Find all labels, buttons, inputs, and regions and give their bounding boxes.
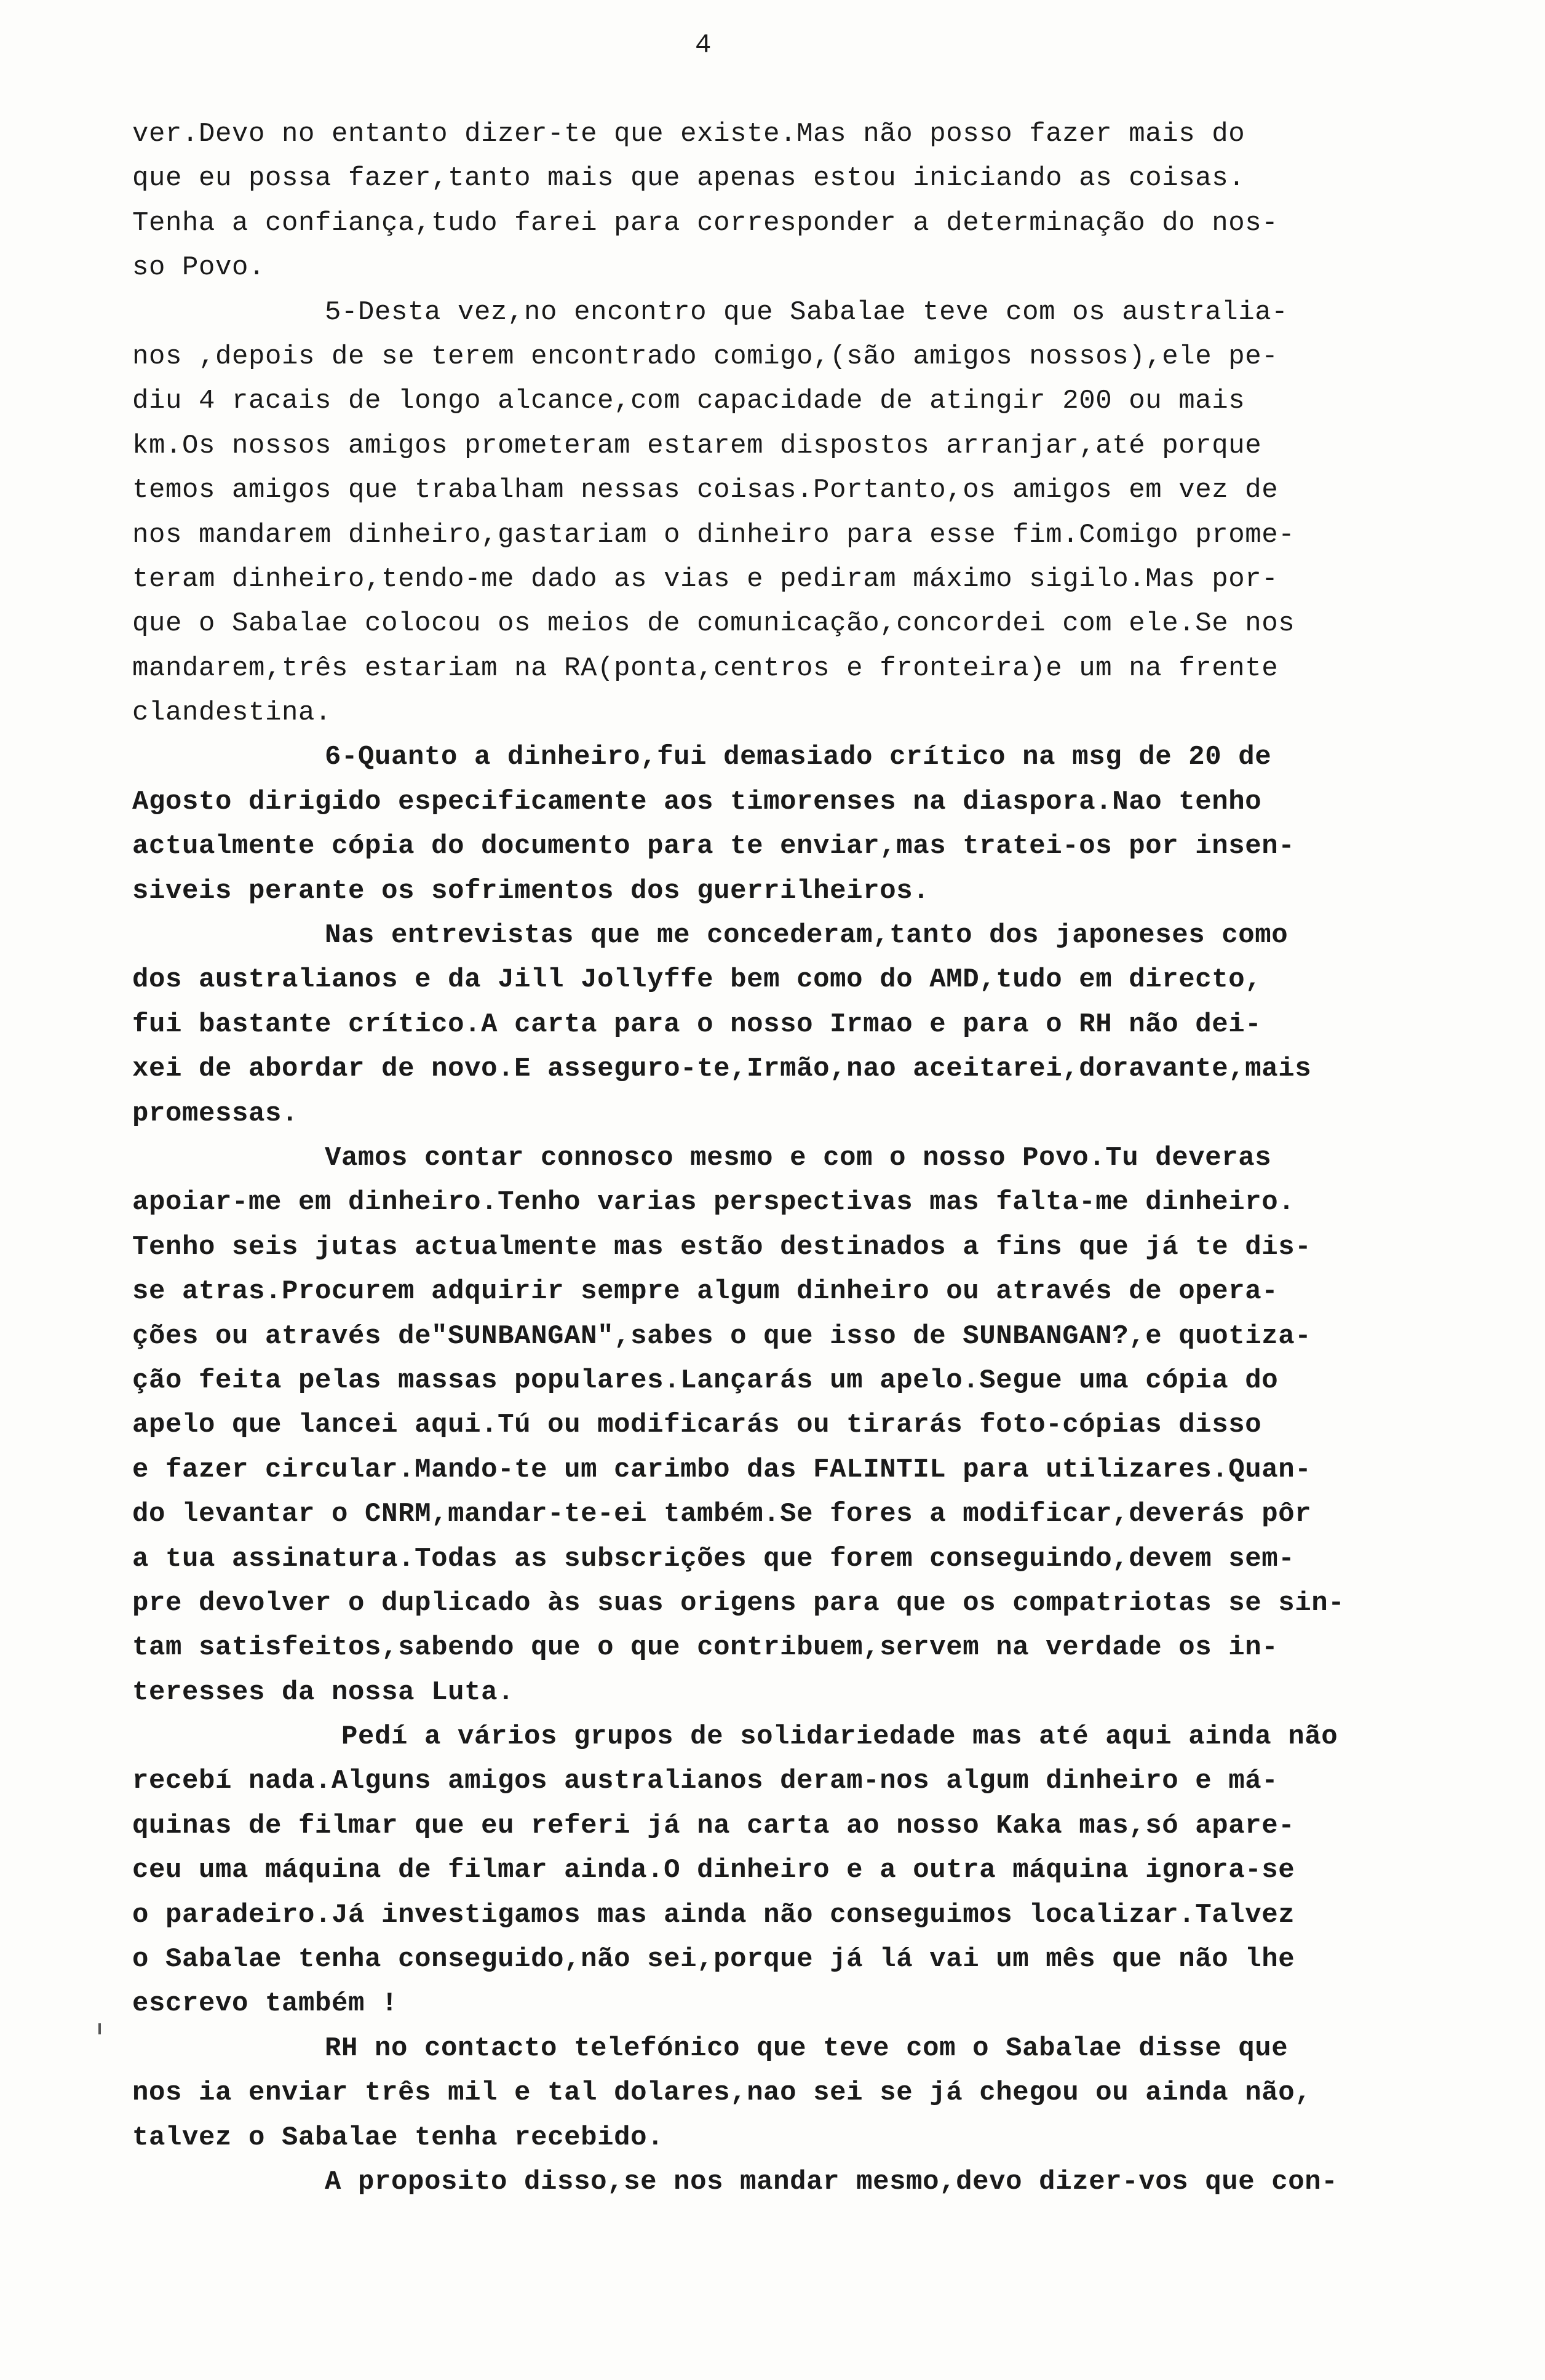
page-number: 4 xyxy=(695,30,712,61)
text-line: quinas de filmar que eu referi já na carta ao nosso Kaka mas,só apare- xyxy=(132,1810,1295,1841)
text-line: so Povo. xyxy=(132,252,266,284)
text-line: temos amigos que trabalham nessas coisas.Portanto,os amigos em vez de xyxy=(132,475,1279,506)
text-line: o Sabalae tenha conseguido,não sei,porque já lá vai um mês que não lhe xyxy=(132,1944,1295,1975)
text-line: clandestina. xyxy=(132,697,332,729)
text-line: ções ou através de"SUNBANGAN",sabes o que isso de SUNBANGAN?,e quotiza- xyxy=(132,1320,1312,1352)
text-line: teram dinheiro,tendo-me dado as vias e pediram máximo sigilo.Mas por- xyxy=(132,563,1279,595)
text-line: mandarem,três estariam na RA(ponta,centros e fronteira)e um na frente xyxy=(132,653,1279,684)
text-line: ção feita pelas massas populares.Lançarás um apelo.Segue uma cópia do xyxy=(132,1365,1279,1396)
text-line: recebí nada.Alguns amigos australianos deram-nos algum dinheiro e má- xyxy=(132,1766,1279,1797)
text-line: Nas entrevistas que me concederam,tanto dos japoneses como xyxy=(325,920,1289,951)
text-line: Vamos contar connosco mesmo e com o nosso Povo.Tu deveras xyxy=(325,1142,1272,1173)
text-line: diu 4 racais de longo alcance,com capacidade de atingir 200 ou mais xyxy=(132,386,1245,417)
text-line: actualmente cópia do documento para te enviar,mas tratei-os por insen- xyxy=(132,831,1295,862)
text-line: xei de abordar de novo.E asseguro-te,Irmão,nao aceitarei,doravante,mais xyxy=(132,1053,1312,1085)
text-line: tam satisfeitos,sabendo que o que contribuem,servem na verdade os in- xyxy=(132,1632,1279,1664)
text-line: A proposito disso,se nos mandar mesmo,devo dizer-vos que con- xyxy=(325,2166,1338,2197)
text-line: fui bastante crítico.A carta para o nosso Irmao e para o RH não dei- xyxy=(132,1009,1262,1040)
text-line: que eu possa fazer,tanto mais que apenas estou iniciando as coisas. xyxy=(132,163,1245,194)
text-line: escrevo também ! xyxy=(132,1988,399,2020)
text-line: Tenho seis jutas actualmente mas estão destinados a fins que já te dis- xyxy=(132,1231,1312,1263)
text-line: nos mandarem dinheiro,gastariam o dinheiro para esse fim.Comigo prome- xyxy=(132,519,1295,550)
text-line: talvez o Sabalae tenha recebido. xyxy=(132,2122,664,2153)
text-line: pre devolver o duplicado às suas origens para que os compatriotas se sin- xyxy=(132,1587,1345,1619)
text-line: siveis perante os sofrimentos dos guerrilheiros. xyxy=(132,875,930,906)
text-line: teresses da nossa Luta. xyxy=(132,1676,515,1708)
text-line: Tenha a confiança,tudo farei para corresponder a determinação do nos- xyxy=(132,207,1279,239)
text-line: ceu uma máquina de filmar ainda.O dinheiro e a outra máquina ignora-se xyxy=(132,1855,1295,1886)
text-line: que o Sabalae colocou os meios de comunicação,concordei com ele.Se nos xyxy=(132,608,1295,640)
text-line: apoiar-me em dinheiro.Tenho varias perspectivas mas falta-me dinheiro. xyxy=(132,1187,1295,1218)
text-line: se atras.Procurem adquirir sempre algum dinheiro ou através de opera- xyxy=(132,1276,1279,1307)
text-line: Agosto dirigido especificamente aos timorenses na diaspora.Nao tenho xyxy=(132,786,1262,817)
text-line: km.Os nossos amigos prometeram estarem dispostos arranjar,até porque xyxy=(132,430,1262,461)
text-line: promessas. xyxy=(132,1098,299,1129)
text-line: RH no contacto telefónico que teve com o Sabalae disse que xyxy=(325,2033,1289,2064)
margin-mark xyxy=(98,2023,101,2034)
text-line: Pedí a vários grupos de solidariedade mas até aqui ainda não xyxy=(341,1721,1338,1753)
text-line: o paradeiro.Já investigamos mas ainda não conseguimos localizar.Talvez xyxy=(132,1899,1295,1930)
text-line: nos ,depois de se terem encontrado comigo,(são amigos nossos),ele pe- xyxy=(132,341,1279,372)
text-line: apelo que lancei aqui.Tú ou modificarás ou tirarás foto-cópias disso xyxy=(132,1410,1262,1441)
letter-body xyxy=(132,112,1485,2204)
text-line: e fazer circular.Mando-te um carimbo das FALINTIL para utilizares.Quan- xyxy=(132,1454,1312,1485)
text-line: 5-Desta vez,no encontro que Sabalae teve com os australia- xyxy=(325,296,1289,328)
text-line: dos australianos e da Jill Jollyffe bem como do AMD,tudo em directo, xyxy=(132,964,1262,996)
text-line: a tua assinatura.Todas as subscrições que forem conseguindo,devem sem- xyxy=(132,1543,1295,1574)
text-line: nos ia enviar três mil e tal dolares,nao sei se já chegou ou ainda não, xyxy=(132,2077,1312,2109)
text-line: do levantar o CNRM,mandar-te-ei também.Se fores a modificar,deverás pôr xyxy=(132,1499,1312,1530)
text-line: 6-Quanto a dinheiro,fui demasiado crítico na msg de 20 de xyxy=(325,742,1272,773)
text-line: ver.Devo no entanto dizer-te que existe.Mas não posso fazer mais do xyxy=(132,119,1245,149)
